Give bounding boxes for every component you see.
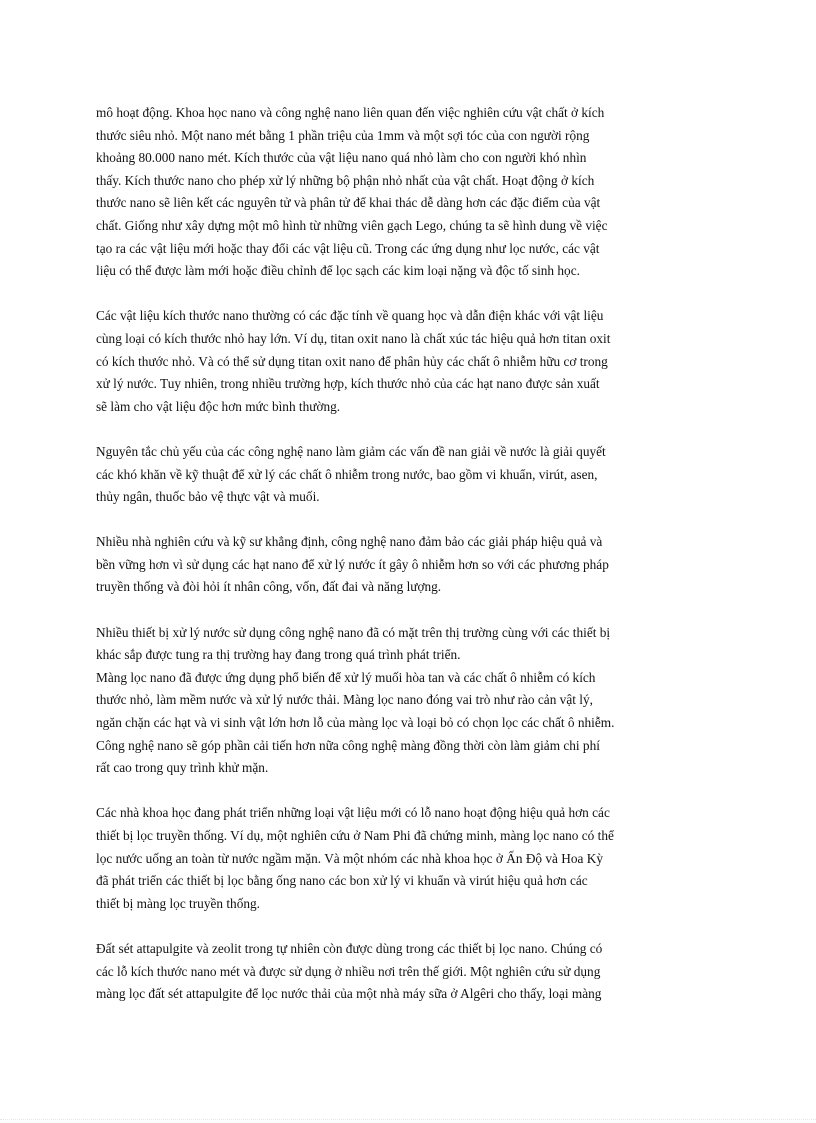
text-line: lọc nước uống an toàn từ nước ngầm mặn. Và một nhóm các nhà khoa học ở Ấn Độ và Hoa Kỳ <box>96 850 604 866</box>
text-line: khoảng 80.000 nano mét. Kích thước của vật liệu nano quá nhỏ làm cho con người khó nhìn <box>96 150 587 166</box>
text-line: tạo ra các vật liệu mới hoặc thay đổi các vật liệu cũ. Trong các ứng dụng như lọc nước, các vật <box>96 240 600 256</box>
text-line: chất. Giống như xây dựng một mô hình từ những viên gạch Lego, chúng ta sẽ hình dung về việc <box>96 217 608 233</box>
text-line: Các nhà khoa học đang phát triển những loại vật liệu mới có lỗ nano hoạt động hiệu quả hơn các <box>96 805 610 821</box>
paragraph-nano-intro <box>96 102 722 283</box>
paragraph-principles <box>96 441 722 509</box>
text-line: thiết bị lọc truyền thống. Ví dụ, một nghiên cứu ở Nam Phi đã chứng minh, màng lọc nano có thể <box>96 828 614 843</box>
text-line: có kích thước nhỏ. Và có thể sử dụng titan oxit nano để phân hủy các chất ô nhiễm hữu cơ trong <box>96 353 608 369</box>
text-line: thước siêu nhỏ. Một nano mét bằng 1 phần triệu của 1mm và một sợi tóc của con người rộng <box>96 127 590 143</box>
text-line: thước nano sẽ liên kết các nguyên tử và phân tử để khai thác dễ dàng hơn các đặc điểm của vật <box>96 195 601 211</box>
paragraph-new-materials <box>96 802 722 915</box>
text-line: thước nhỏ, làm mềm nước và xử lý nước thải. Màng lọc nano đóng vai trò như rào cản vật lý, <box>96 692 593 708</box>
text-line: đã phát triển các thiết bị lọc bằng ống nano các bon xử lý vi khuẩn và virút hiệu quả hơn các <box>96 873 588 889</box>
text-line: sẽ làm cho vật liệu độc hơn mức bình thường. <box>96 398 341 414</box>
text-line: khác sắp được tung ra thị trường hay đang trong quá trình phát triển. <box>96 647 461 663</box>
text-line: các khó khăn về kỹ thuật để xử lý các chất ô nhiễm trong nước, bao gồm vi khuẩn, virút, asen, <box>96 466 598 482</box>
text-line: màng lọc đất sét attapulgite để lọc nước thải của một nhà máy sữa ở Algêri cho thấy, loại màng <box>96 986 602 1002</box>
text-line: ngăn chặn các hạt và vi sinh vật lớn hơn lỗ của màng lọc và loại bỏ có chọn lọc các chất ô nhiễm. <box>96 715 615 731</box>
paragraph-clay-filters <box>96 938 722 1006</box>
page-bottom-divider <box>0 1119 816 1120</box>
text-line: Công nghệ nano sẽ góp phần cải tiến hơn nữa công nghệ màng đồng thời còn làm giảm chi phí <box>96 737 600 753</box>
document-body <box>96 102 722 1006</box>
paragraph-sustainability <box>96 531 722 599</box>
text-line: Đất sét attapulgite và zeolit trong tự nhiên còn được dùng trong các thiết bị lọc nano. Chúng có <box>96 940 603 956</box>
text-line: thủy ngân, thuốc bảo vệ thực vật và muối. <box>96 489 320 505</box>
text-line: rất cao trong quy trình khử mặn. <box>96 760 269 776</box>
text-line: Nguyên tắc chủ yếu của các công nghệ nano làm giảm các vấn đề nan giải về nước là giải quyết <box>96 443 606 459</box>
text-line: liệu có thể được làm mới hoặc điều chỉnh để lọc sạch các kim loại nặng và độc tố sinh học. <box>96 263 580 279</box>
text-line: xử lý nước. Tuy nhiên, trong nhiều trường hợp, kích thước nhỏ của các hạt nano được sản xuất <box>96 376 600 392</box>
text-line: mô hoạt động. Khoa học nano và công nghệ nano liên quan đến việc nghiên cứu vật chất ở kích <box>96 105 605 120</box>
text-line: các lỗ kích thước nano mét và được sử dụng ở nhiều nơi trên thế giới. Một nghiên cứu sử dụng <box>96 963 601 979</box>
text-line: Nhiều thiết bị xử lý nước sử dụng công nghệ nano đã có mặt trên thị trường cùng với các thiết bị <box>96 624 611 640</box>
text-line: thiết bị màng lọc truyền thống. <box>96 895 260 911</box>
paragraph-membranes <box>96 622 722 780</box>
text-line: cùng loại có kích thước nhỏ hay lớn. Ví dụ, titan oxit nano là chất xúc tác hiệu quả hơn titan oxit <box>96 330 611 346</box>
text-line: Các vật liệu kích thước nano thường có các đặc tính về quang học và dẫn điện khác với vật liệu <box>96 308 604 324</box>
text-line: Nhiều nhà nghiên cứu và kỹ sư khẳng định, công nghệ nano đảm bảo các giải pháp hiệu quả và <box>96 534 603 550</box>
text-line: truyền thống và đòi hỏi ít nhân công, vốn, đất đai và năng lượng. <box>96 579 442 595</box>
text-line: Màng lọc nano đã được ứng dụng phổ biến để xử lý muối hòa tan và các chất ô nhiễm có kích <box>96 669 596 685</box>
text-line: bền vững hơn vì sử dụng các hạt nano để xử lý nước ít gây ô nhiễm hơn so với các phương pháp <box>96 556 609 572</box>
paragraph-material-properties <box>96 305 722 418</box>
text-line: thấy. Kích thước nano cho phép xử lý những bộ phận nhỏ nhất của vật chất. Hoạt động ở kích <box>96 172 595 188</box>
